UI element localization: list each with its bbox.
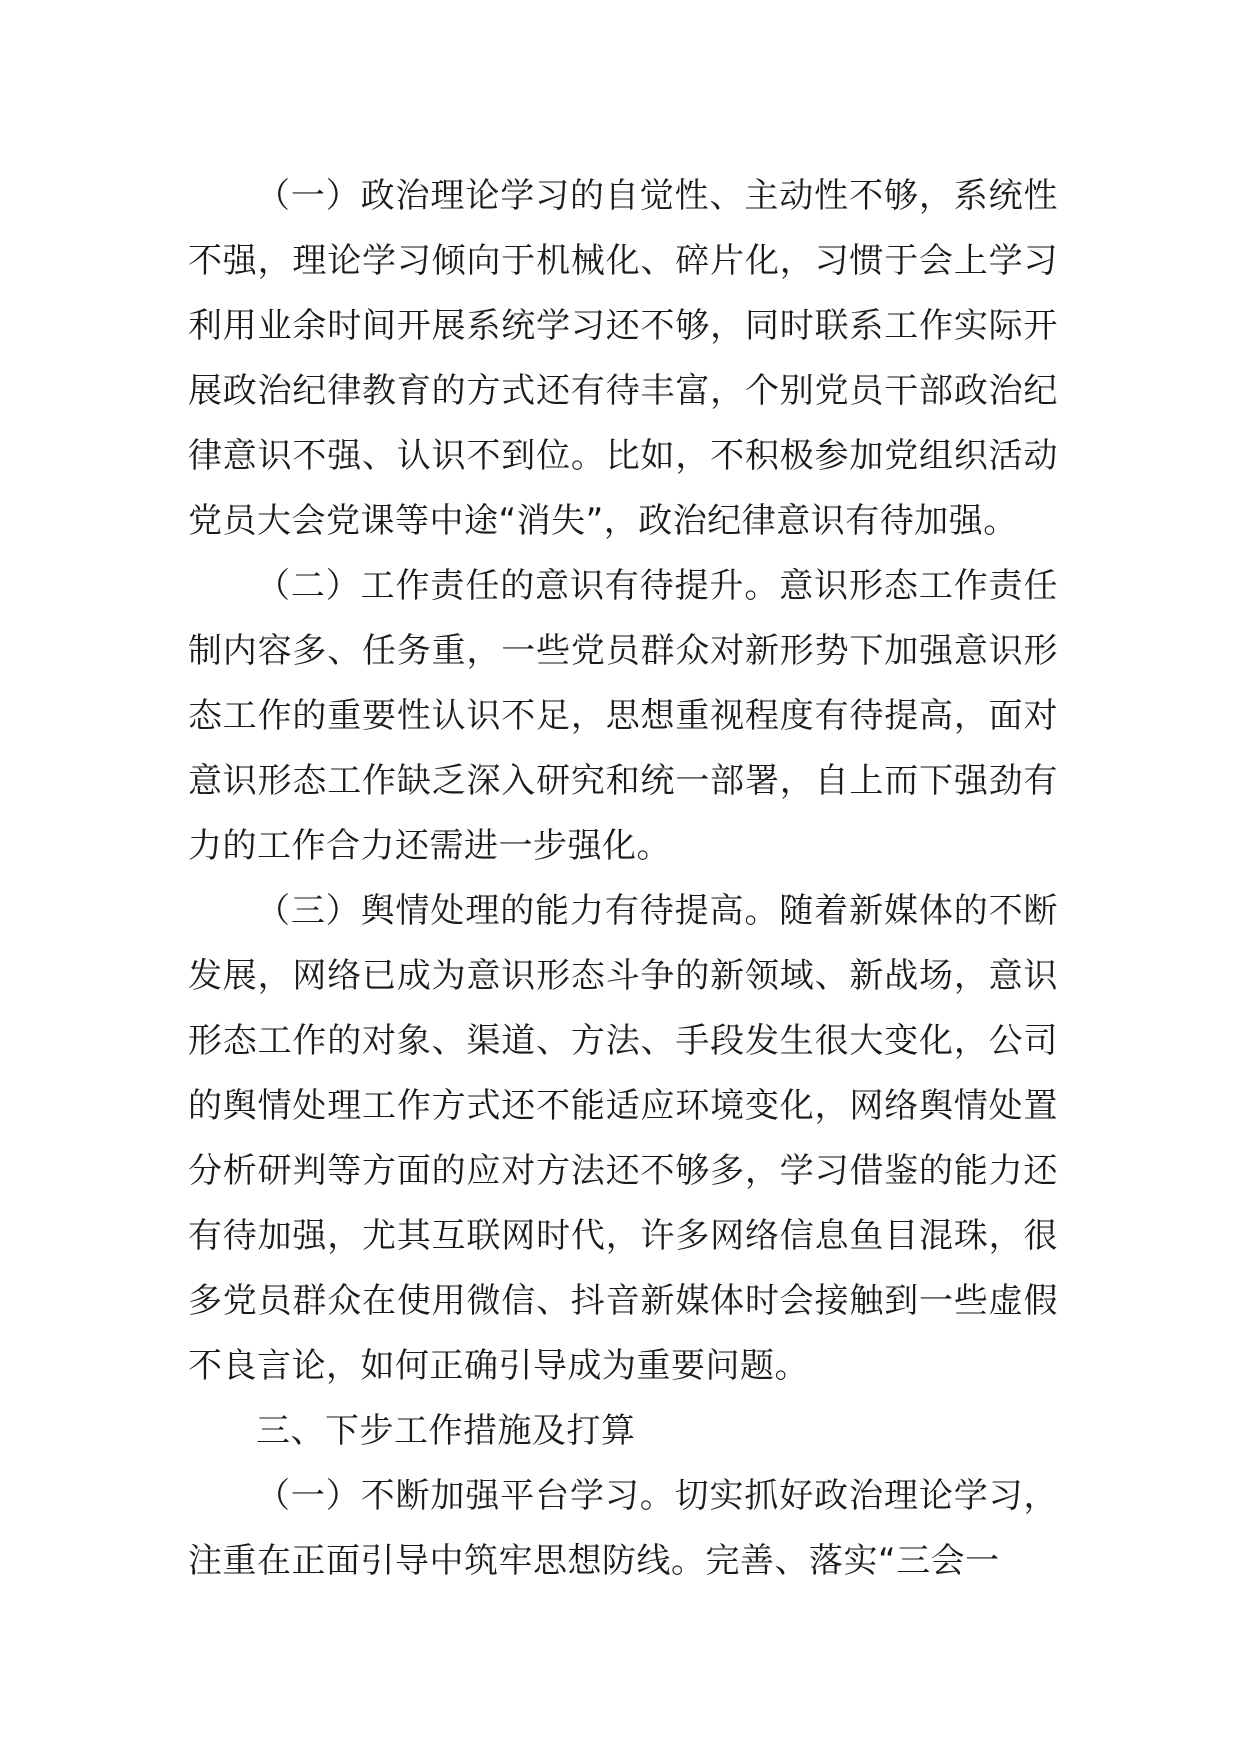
- paragraph-platform-study: （一）不断加强平台学习。切实抓好政治理论学习，注重在正面引导中筑牢思想防线。完善、落实“三会一: [188, 1476, 1058, 1581]
- paragraph-political-study: （一）政治理论学习的自觉性、主动性不够，系统性不强，理论学习倾向于机械化、碎片化，习惯于会上学习利用业余时间开展系统学习还不够，同时联系工作实际开展政治纪律教育的方式还有待丰富，个别党员干部政治纪律意识不强、认识不到位。比如，不积极参加党组织活动党员大会党课等中途“消失”，政治纪律意识有待加强。: [188, 176, 1058, 541]
- paragraph-work-responsibility: （二）工作责任的意识有待提升。意识形态工作责任制内容多、任务重，一些党员群众对新形势下加强意识形态工作的重要性认识不足，思想重视程度有待提高，面对意识形态工作缺乏深入研究和统一部署，自上而下强劲有力的工作合力还需进一步强化。: [188, 566, 1058, 866]
- document-body: [188, 164, 1058, 1594]
- paragraph-public-opinion: （三）舆情处理的能力有待提高。随着新媒体的不断发展，网络已成为意识形态斗争的新领域、新战场，意识形态工作的对象、渠道、方法、手段发生很大变化，公司的舆情处理工作方式还不能适应环境变化，网络舆情处置分析研判等方面的应对方法还不够多，学习借鉴的能力还有待加强，尤其互联网时代，许多网络信息鱼目混珠，很多党员群众在使用微信、抖音新媒体时会接触到一些虚假不良言论，如何正确引导成为重要问题。: [188, 891, 1058, 1386]
- section-heading-next-steps: 三、下步工作措施及打算: [256, 1411, 636, 1451]
